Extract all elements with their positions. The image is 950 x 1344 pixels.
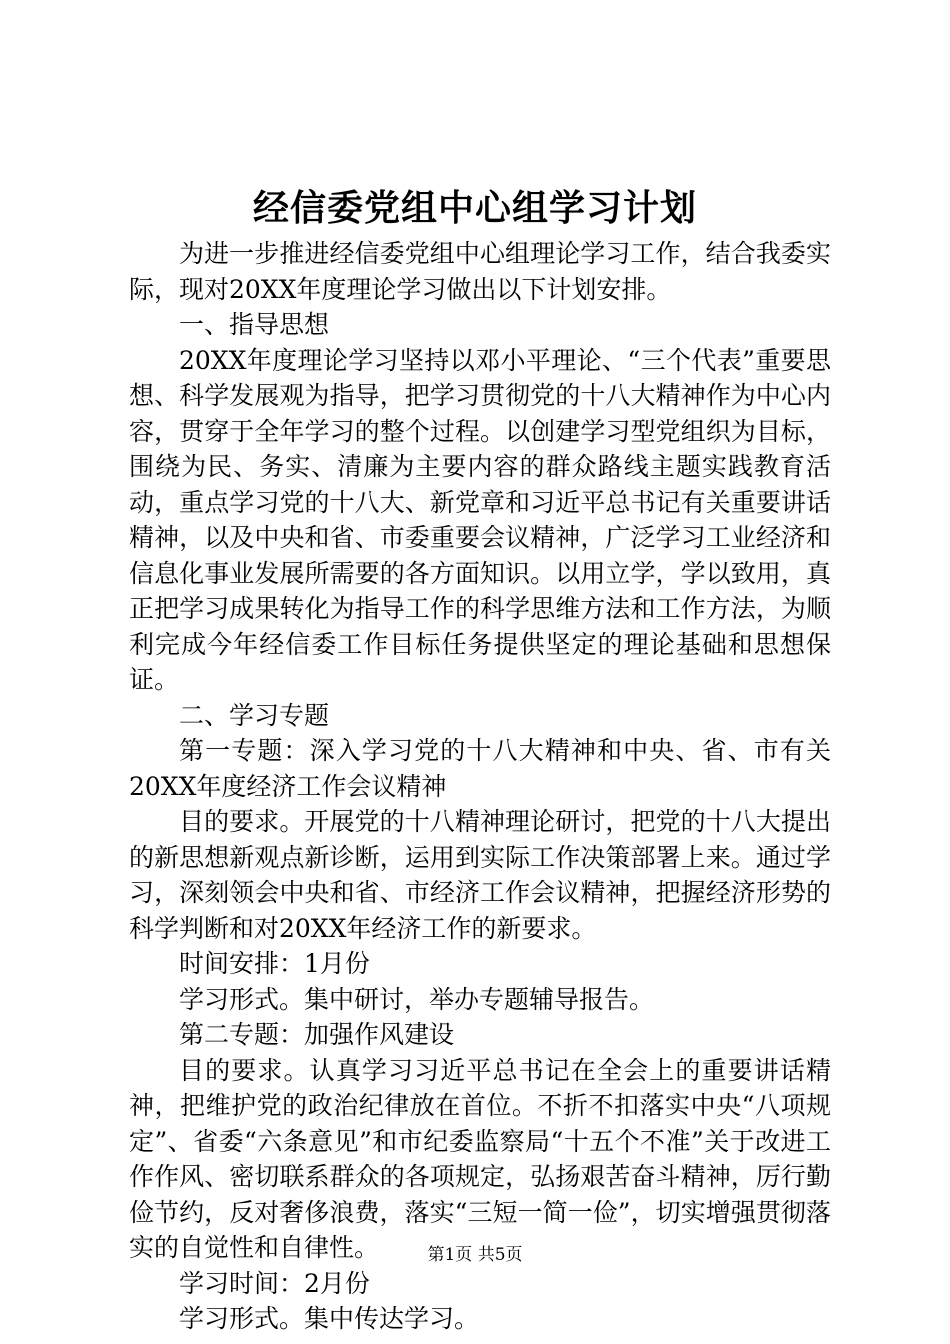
paragraph-guiding-ideology: 20XX年度理论学习坚持以邓小平理论、“三个代表”重要思想、科学发展观为指导，把学习贯彻党的十八大精神作为中心内容，贯穿于全年学习的整个过程。以创建学习型党组织为目标，围绕为民、务实、清廉为主要内容的群众路线主题实践教育活动，重点学习党的十八大、新党章和习近平总书记有关重要讲话精神，以及中央和省、市委重要会议精神，广泛学习工业经济和信息化事业发展所需要的各方面知识。以用立学，学以致用，真正把学习成果转化为指导工作的科学思维方法和工作方法，为顺利完成今年经信委工作目标任务提供坚定的理论基础和思想保证。 xyxy=(129,345,831,694)
topic-one-heading: 第一专题：深入学习党的十八大精神和中央、省、市有关20XX年度经济工作会议精神 xyxy=(129,736,831,801)
topic-two-format: 学习形式。集中传达学习。 xyxy=(179,1304,480,1333)
topic-one-schedule: 时间安排：1月份 xyxy=(179,949,370,978)
topic-two-heading: 第二专题：加强作风建设 xyxy=(179,1020,455,1049)
page-footer: 第1页 共5页 xyxy=(427,1245,523,1265)
topic-two-requirements: 目的要求。认真学习习近平总书记在全会上的重要讲话精神，把维护党的政治纪律放在首位。不折不扣落实中央“八项规定”、省委“六条意见”和市纪委监察局“十五个不准”关于改进工作作风、密切联系群众的各项规定，弘扬艰苦奋斗精神，厉行勤俭节约，反对奢侈浪费，落实“三短一简一俭”，切实增强贯彻落实的自觉性和自律性。 xyxy=(129,1055,831,1262)
document-title: 经信委党组中心组学习计划 xyxy=(252,187,697,229)
topic-two-schedule: 学习时间：2月份 xyxy=(179,1268,370,1298)
section-heading-study-topics: 二、学习专题 xyxy=(179,700,330,730)
section-heading-guiding-ideology: 一、指导思想 xyxy=(179,310,330,339)
topic-one-format: 学习形式。集中研讨，举办专题辅导报告。 xyxy=(179,984,655,1014)
paragraph-intro: 为进一步推进经信委党组中心组理论学习工作，结合我委实际，现对20XX年度理论学习做出以下计划安排。 xyxy=(129,239,831,304)
document-body xyxy=(129,236,831,1337)
topic-one-requirements: 目的要求。开展党的十八精神理论研讨，把党的十八大提出的新思想新观点新诊断，运用到实际工作决策部署上来。通过学习，深刻领会中央和省、市经济工作会议精神，把握经济形势的科学判断和对20XX年经济工作的新要求。 xyxy=(129,807,831,943)
